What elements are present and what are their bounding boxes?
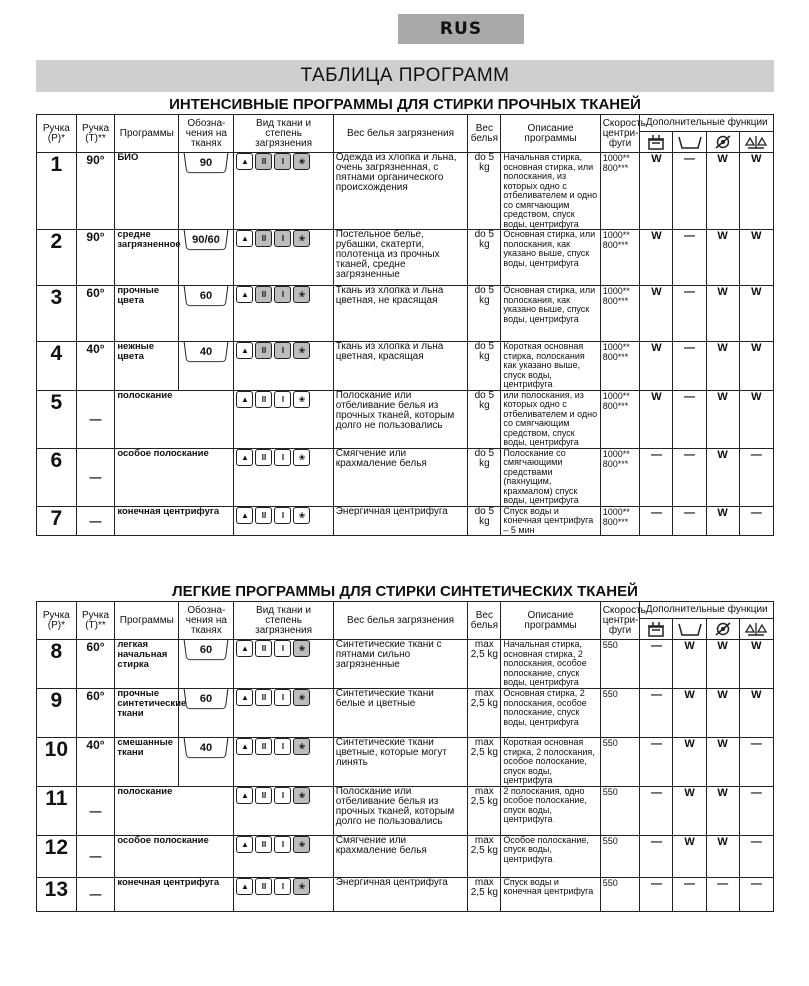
fabric-icon: ❀ xyxy=(293,689,310,706)
program-name: конечная центрифуга xyxy=(115,506,234,536)
fabric-icon: I xyxy=(274,640,291,657)
extra-function-prewash: W xyxy=(640,390,673,448)
extra-function-prewash: — xyxy=(640,689,673,738)
fabric-type xyxy=(234,153,333,230)
fabric-icon: II xyxy=(255,689,272,706)
max-weight: do 5 kg xyxy=(468,153,501,230)
half-load-icon xyxy=(742,621,771,637)
header-fabric-type: Вид ткани и степень загрязнения xyxy=(234,115,333,153)
load-description: Полоскание или отбеливание белья из прочных тканей, которым долго не пользовались xyxy=(333,786,468,835)
extra-function-no-spin: W xyxy=(706,448,739,506)
max-weight: do 5 kg xyxy=(468,506,501,536)
spin-speed: 1000** 800*** xyxy=(600,506,640,536)
extra-function-prewash: W xyxy=(640,230,673,286)
fabric-icon: ❀ xyxy=(293,787,310,804)
extra-rinse-icon xyxy=(675,621,703,637)
fabric-icon: II xyxy=(255,230,272,247)
extra-function-extra-rinse: W xyxy=(673,786,706,835)
load-description: Одежда из хлопка и льна, очень загрязненная, с пятнами органического происхождения xyxy=(333,153,468,230)
spin-speed: 1000** 800*** xyxy=(600,390,640,448)
program-number: 11 xyxy=(37,786,77,835)
extra-function-extra-rinse: W xyxy=(673,738,706,787)
program-name: особое полоскание xyxy=(115,835,234,877)
program-number: 4 xyxy=(37,342,77,391)
load-description: Синтетические ткани цветные, которые могут линять xyxy=(333,738,468,787)
program-name: нежные цвета xyxy=(115,342,179,391)
fabric-icon: ▲ xyxy=(236,507,253,524)
max-weight: do 5 kg xyxy=(468,342,501,391)
extra-function-half-load: W xyxy=(739,230,773,286)
temperature: — xyxy=(76,835,115,877)
load-description: Смягчение или крахмаление белья xyxy=(333,448,468,506)
header-knob-t: Ручка (T)** xyxy=(76,602,115,640)
fabric-icon: ▲ xyxy=(236,449,253,466)
fabric-icon: ❀ xyxy=(293,640,310,657)
extra-function-extra-rinse: — xyxy=(673,153,706,230)
fabric-icon: ▲ xyxy=(236,640,253,657)
wash-temp-symbol: 60 xyxy=(184,640,229,660)
temperature: 90° xyxy=(76,153,115,230)
fabric-icon: ▲ xyxy=(236,787,253,804)
program-description: Спуск воды и конечная центрифуга xyxy=(501,877,600,911)
table-row xyxy=(37,390,774,448)
fabric-icon: ❀ xyxy=(293,153,310,170)
fabric-type xyxy=(234,506,333,536)
extra-function-no-spin: W xyxy=(706,738,739,787)
temperature: — xyxy=(76,448,115,506)
extra-function-prewash: W xyxy=(640,286,673,342)
extra-function-no-spin: W xyxy=(706,342,739,391)
fabric-type xyxy=(234,448,333,506)
fabric-icon: I xyxy=(274,507,291,524)
max-weight: max 2,5 kg xyxy=(468,738,501,787)
max-weight: max 2,5 kg xyxy=(468,640,501,689)
program-number: 7 xyxy=(37,506,77,536)
extra-function-extra-rinse: — xyxy=(673,286,706,342)
fabric-icon: II xyxy=(255,787,272,804)
fabric-icon: ▲ xyxy=(236,286,253,303)
temperature: — xyxy=(76,390,115,448)
extra-function-prewash: — xyxy=(640,640,673,689)
program-number: 2 xyxy=(37,230,77,286)
load-description: Синтетические ткани с пятнами сильно загрязненные xyxy=(333,640,468,689)
fabric-icon: I xyxy=(274,449,291,466)
header-care-symbols: Обозна-чения на тканях xyxy=(179,115,234,153)
temperature: 90° xyxy=(76,230,115,286)
fabric-type xyxy=(234,286,333,342)
fabric-icon: I xyxy=(274,836,291,853)
extra-function-half-load: W xyxy=(739,153,773,230)
header-knob-p: Ручка (P)* xyxy=(37,115,77,153)
program-number: 10 xyxy=(37,738,77,787)
extra-function-extra-rinse: — xyxy=(673,230,706,286)
program-description: или полоскания, из которых одно с отбеливателем и одно со смягчающим средством, спуск воды, центрифуга xyxy=(501,390,600,448)
extra-function-no-spin: W xyxy=(706,390,739,448)
spin-speed: 1000** 800*** xyxy=(600,342,640,391)
extra-function-half-load: — xyxy=(739,786,773,835)
program-number: 8 xyxy=(37,640,77,689)
table-row xyxy=(37,448,774,506)
extra-function-half-load: W xyxy=(739,342,773,391)
max-weight: max 2,5 kg xyxy=(468,786,501,835)
no-spin-icon xyxy=(709,621,737,637)
fabric-icon: I xyxy=(274,738,291,755)
program-name: средне загрязненное xyxy=(115,230,179,286)
fabric-icon: ▲ xyxy=(236,391,253,408)
header-description: Описание программы xyxy=(501,115,600,153)
extra-function-no-spin: W xyxy=(706,786,739,835)
extra-function-extra-rinse: — xyxy=(673,877,706,911)
extra-function-prewash: — xyxy=(640,835,673,877)
program-name: особое полоскание xyxy=(115,448,234,506)
program-description: Особое полоскание, спуск воды, центрифуга xyxy=(501,835,600,877)
fabric-icon: ▲ xyxy=(236,836,253,853)
temperature: 60° xyxy=(76,286,115,342)
page-title: ТАБЛИЦА ПРОГРАММ xyxy=(36,60,774,92)
fabric-icon: II xyxy=(255,449,272,466)
header-programs: Программы xyxy=(115,602,179,640)
fabric-type xyxy=(234,689,333,738)
program-name: полоскание xyxy=(115,390,234,448)
fabric-icon: ▲ xyxy=(236,689,253,706)
fabric-icon: ❀ xyxy=(293,449,310,466)
section-title-intensive: ИНТЕНСИВНЫЕ ПРОГРАММЫ ДЛЯ СТИРКИ ПРОЧНЫХ ТКАНЕЙ xyxy=(169,96,641,113)
fabric-type xyxy=(234,230,333,286)
program-description: 2 полоскания, одно особое полоскание, спуск воды, центрифуга xyxy=(501,786,600,835)
fabric-icon: ❀ xyxy=(293,507,310,524)
header-fabric-type: Вид ткани и степень загрязнения xyxy=(234,602,333,640)
fabric-icon: I xyxy=(274,286,291,303)
fabric-type xyxy=(234,835,333,877)
max-weight: max 2,5 kg xyxy=(468,835,501,877)
extra-function-prewash: — xyxy=(640,738,673,787)
table-row xyxy=(37,738,774,787)
load-description: Энергичная центрифуга xyxy=(333,877,468,911)
program-name: БИО xyxy=(115,153,179,230)
extra-function-half-load: W xyxy=(739,689,773,738)
header-spin-speed: Скорость центри-фуги xyxy=(600,115,640,153)
extra-function-half-load: — xyxy=(739,738,773,787)
max-weight: max 2,5 kg xyxy=(468,877,501,911)
temperature: — xyxy=(76,506,115,536)
fabric-icon: II xyxy=(255,153,272,170)
fabric-icon: ❀ xyxy=(293,878,310,895)
prewash-icon xyxy=(642,134,670,150)
table-row xyxy=(37,786,774,835)
program-number: 13 xyxy=(37,877,77,911)
program-table-intensive xyxy=(36,114,774,536)
program-name: полоскание xyxy=(115,786,234,835)
extra-function-half-load: W xyxy=(739,640,773,689)
fabric-icon: I xyxy=(274,230,291,247)
extra-function-no-spin: W xyxy=(706,689,739,738)
program-description: Начальная стирка, основная стирка, или полоскания, из которых одно с отбеливателем и одно со смягчающим средством, спуск воды, центрифуга xyxy=(501,153,600,230)
spin-speed: 1000** 800*** xyxy=(600,230,640,286)
temperature: — xyxy=(76,877,115,911)
program-name: прочные синтетические ткани xyxy=(115,689,179,738)
spin-speed: 1000** 800*** xyxy=(600,153,640,230)
extra-function-extra-rinse: — xyxy=(673,342,706,391)
fabric-icon: ❀ xyxy=(293,230,310,247)
extra-rinse-icon xyxy=(675,134,703,150)
fabric-icon: II xyxy=(255,878,272,895)
extra-function-prewash: — xyxy=(640,506,673,536)
max-weight: do 5 kg xyxy=(468,448,501,506)
program-number: 6 xyxy=(37,448,77,506)
header-care-symbols: Обозна-чения на тканях xyxy=(179,602,234,640)
fabric-icon: ❀ xyxy=(293,836,310,853)
table-row xyxy=(37,835,774,877)
fabric-type xyxy=(234,390,333,448)
load-description: Ткань из хлопка и льна цветная, красящая xyxy=(333,342,468,391)
program-name: легкая начальная стирка xyxy=(115,640,179,689)
fabric-icon: ❀ xyxy=(293,286,310,303)
extra-function-half-load: W xyxy=(739,390,773,448)
program-description: Основная стирка, 2 полоскания, особое полоскание, спуск воды, центрифуга xyxy=(501,689,600,738)
extra-function-no-spin: W xyxy=(706,835,739,877)
fabric-icon: ▲ xyxy=(236,878,253,895)
program-number: 5 xyxy=(37,390,77,448)
extra-function-no-spin: W xyxy=(706,153,739,230)
max-weight: do 5 kg xyxy=(468,390,501,448)
table-row xyxy=(37,286,774,342)
fabric-type xyxy=(234,877,333,911)
extra-function-extra-rinse: W xyxy=(673,835,706,877)
extra-function-prewash: — xyxy=(640,448,673,506)
program-name: прочные цвета xyxy=(115,286,179,342)
fabric-icon: ❀ xyxy=(293,391,310,408)
extra-function-half-load: — xyxy=(739,506,773,536)
spin-speed: 1000** 800*** xyxy=(600,286,640,342)
extra-function-extra-rinse: — xyxy=(673,390,706,448)
max-weight: do 5 kg xyxy=(468,286,501,342)
fabric-icon: II xyxy=(255,836,272,853)
fabric-type xyxy=(234,786,333,835)
header-load-type: Вес белья загрязнения xyxy=(333,602,468,640)
fabric-icon: I xyxy=(274,342,291,359)
table-row xyxy=(37,506,774,536)
spin-speed: 550 xyxy=(600,689,640,738)
extra-function-no-spin: W xyxy=(706,230,739,286)
header-spin-speed: Скорость центри-фуги xyxy=(600,602,640,640)
table-row xyxy=(37,153,774,230)
half-load-icon xyxy=(742,134,771,150)
extra-function-no-spin: W xyxy=(706,286,739,342)
table-row xyxy=(37,342,774,391)
temperature: 40° xyxy=(76,738,115,787)
table-row xyxy=(37,230,774,286)
fabric-icon: ▲ xyxy=(236,342,253,359)
fabric-icon: I xyxy=(274,391,291,408)
wash-temp-symbol: 60 xyxy=(184,286,229,306)
header-load-type: Вес белья загрязнения xyxy=(333,115,468,153)
load-description: Синтетические ткани белые и цветные xyxy=(333,689,468,738)
fabric-icon: ❀ xyxy=(293,738,310,755)
program-description: Полоскание со смягчающими средствами (пахнущим, крахмалом) спуск воды, центрифуга xyxy=(501,448,600,506)
program-description: Спуск воды и конечная центрифуга – 5 мин xyxy=(501,506,600,536)
load-description: Постельное белье, рубашки, скатерти, полотенца из прочных тканей, средне загрязненные xyxy=(333,230,468,286)
extra-function-prewash: W xyxy=(640,153,673,230)
fabric-icon: ▲ xyxy=(236,738,253,755)
wash-temp-symbol: 90/60 xyxy=(184,230,229,250)
header-knob-p: Ручка (P)* xyxy=(37,602,77,640)
program-number: 9 xyxy=(37,689,77,738)
fabric-icon: I xyxy=(274,689,291,706)
extra-function-no-spin: — xyxy=(706,877,739,911)
spin-speed: 550 xyxy=(600,835,640,877)
program-description: Короткая основная стирка, полоскания как указано выше, спуск воды, центрифуга xyxy=(501,342,600,391)
spin-speed: 550 xyxy=(600,786,640,835)
max-weight: max 2,5 kg xyxy=(468,689,501,738)
load-description: Полоскание или отбеливание белья из прочных тканей, которым долго не пользовались xyxy=(333,390,468,448)
fabric-icon: I xyxy=(274,787,291,804)
extra-function-no-spin: W xyxy=(706,506,739,536)
fabric-icon: I xyxy=(274,878,291,895)
temperature: 40° xyxy=(76,342,115,391)
fabric-icon: II xyxy=(255,342,272,359)
spin-speed: 550 xyxy=(600,738,640,787)
header-description: Описание программы xyxy=(501,602,600,640)
load-description: Ткань из хлопка и льна цветная, не красящая xyxy=(333,286,468,342)
spin-speed: 1000** 800*** xyxy=(600,448,640,506)
header-programs: Программы xyxy=(115,115,179,153)
header-weight: Вес белья xyxy=(468,115,501,153)
extra-function-extra-rinse: — xyxy=(673,506,706,536)
extra-function-half-load: — xyxy=(739,877,773,911)
extra-function-prewash: — xyxy=(640,786,673,835)
fabric-type xyxy=(234,342,333,391)
wash-temp-symbol: 40 xyxy=(184,342,229,362)
wash-temp-symbol: 60 xyxy=(184,689,229,709)
program-description: Основная стирка, или полоскания, как указано выше, спуск воды, центрифуга xyxy=(501,286,600,342)
extra-function-no-spin: W xyxy=(706,640,739,689)
spin-speed: 550 xyxy=(600,640,640,689)
section-title-light: ЛЕГКИЕ ПРОГРАММЫ ДЛЯ СТИРКИ СИНТЕТИЧЕСКИХ ТКАНЕЙ xyxy=(172,583,638,600)
extra-function-prewash: — xyxy=(640,877,673,911)
program-name: смешанные ткани xyxy=(115,738,179,787)
fabric-icon: I xyxy=(274,153,291,170)
header-extra-functions: Дополнительные функции xyxy=(640,602,774,619)
extra-function-half-load: — xyxy=(739,448,773,506)
fabric-icon: ▲ xyxy=(236,153,253,170)
program-description: Короткая основная стирка, 2 полоскания, особое полоскание, спуск воды, центрифуга xyxy=(501,738,600,787)
spin-speed: 550 xyxy=(600,877,640,911)
extra-function-prewash: W xyxy=(640,342,673,391)
no-spin-icon xyxy=(709,134,737,150)
fabric-icon: ❀ xyxy=(293,342,310,359)
temperature: 60° xyxy=(76,689,115,738)
program-description: Начальная стирка, основная стирка, 2 полоскания, особое полоскание, спуск воды, центрифуга xyxy=(501,640,600,689)
fabric-icon: II xyxy=(255,640,272,657)
program-table-light xyxy=(36,601,774,912)
extra-function-extra-rinse: — xyxy=(673,448,706,506)
prewash-icon xyxy=(642,621,670,637)
program-name: конечная центрифуга xyxy=(115,877,234,911)
extra-function-half-load: W xyxy=(739,286,773,342)
fabric-icon: II xyxy=(255,738,272,755)
table-row xyxy=(37,689,774,738)
program-number: 3 xyxy=(37,286,77,342)
fabric-icon: ▲ xyxy=(236,230,253,247)
load-description: Смягчение или крахмаление белья xyxy=(333,835,468,877)
language-label: RUS xyxy=(398,14,524,44)
wash-temp-symbol: 90 xyxy=(184,153,229,173)
table-row xyxy=(37,640,774,689)
temperature: — xyxy=(76,786,115,835)
temperature: 60° xyxy=(76,640,115,689)
header-knob-t: Ручка (T)** xyxy=(76,115,115,153)
fabric-icon: II xyxy=(255,391,272,408)
program-number: 12 xyxy=(37,835,77,877)
program-description: Основная стирка, или полоскания, как указано выше, спуск воды, центрифуга xyxy=(501,230,600,286)
load-description: Энергичная центрифуга xyxy=(333,506,468,536)
extra-function-half-load: — xyxy=(739,835,773,877)
table-row xyxy=(37,877,774,911)
max-weight: do 5 kg xyxy=(468,230,501,286)
fabric-type xyxy=(234,640,333,689)
fabric-type xyxy=(234,738,333,787)
extra-function-extra-rinse: W xyxy=(673,640,706,689)
wash-temp-symbol: 40 xyxy=(184,738,229,758)
header-extra-functions: Дополнительные функции xyxy=(640,115,774,132)
fabric-icon: II xyxy=(255,507,272,524)
program-number: 1 xyxy=(37,153,77,230)
header-weight: Вес белья xyxy=(468,602,501,640)
fabric-icon: II xyxy=(255,286,272,303)
extra-function-extra-rinse: W xyxy=(673,689,706,738)
